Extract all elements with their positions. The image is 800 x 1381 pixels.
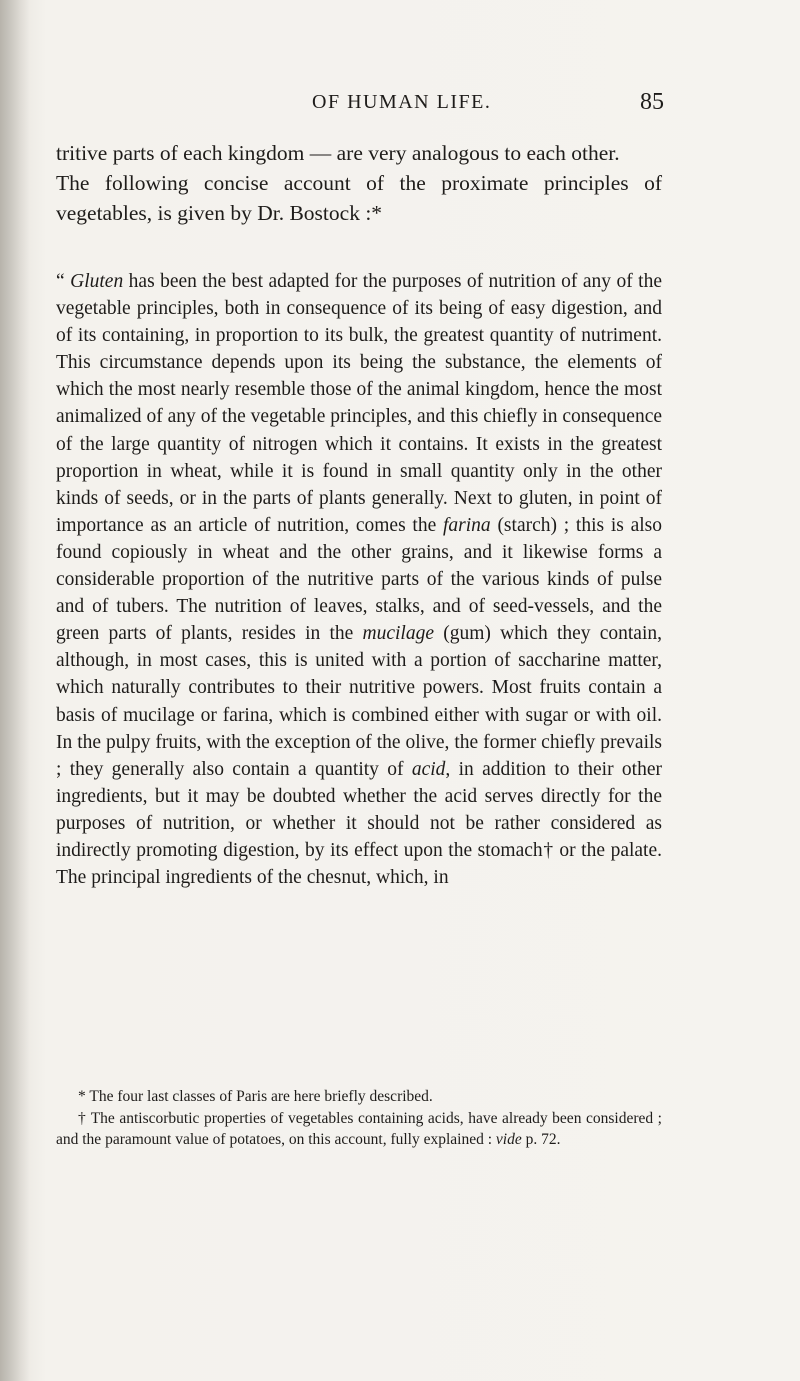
quote-part-1: has been the best adapted for the purposes of nutrition of any of the vegetable principles, both in consequence of its being of easy digestion, and of its containing, in proportion to its bulk, the greatest quantity of nutriment. This circumstance depends upon its being the substance, the elements of which the most nearly resemble those of the animal kingdom, hence the most animalized of any of the vegetable principles, and this chiefly in consequence of the large quantity of nitrogen which it contains. It exists in the greatest proportion in wheat, while it is found in small quantity only in the other kinds of seeds, or in the parts of plants generally. Next to gluten, in point of importance as an article of nutrition, comes the xyxy=(56,271,663,536)
term-mucilage: mucilage xyxy=(362,623,435,645)
quote-part-3: (gum) which they contain, although, in most cases, this is united with a portion of saccharine matter, which naturally contributes to their nutritive powers. Most fruits contain a basis of mucilage or farina, which is combined either with sugar or with oil. In the pulpy fruits, with the exception of the olive, the former chiefly prevails ; they generally also contain a quantity of xyxy=(56,623,663,780)
running-head: OF HUMAN LIFE. xyxy=(312,91,492,113)
intro-paragraph: The following concise account of the proximate principles of vegetables, is given by Dr. Bostock :* xyxy=(56,171,662,225)
page-header xyxy=(312,91,664,121)
footnotes xyxy=(56,1086,662,1151)
quote-part-2: (starch) ; this is also found copiously in wheat and the other grains, and it likewise forms a considerable proportion of the nutritive parts of the various kinds of pulse and of tubers. The nutrition of leaves, stalks, and of seed-vessels, and the green parts of plants, resides in the xyxy=(56,514,662,645)
intro-text xyxy=(56,138,662,228)
term-gluten: Gluten xyxy=(70,271,124,292)
continued-paragraph: tritive parts of each kingdom — are very analogous to each other. xyxy=(56,141,620,165)
quote-part-4: , in addition to their other ingredients, but it may be doubted whether the acid serves directly for the purposes of nutrition, or whether it should not be rather considered as indirectly promoting digestion, by its effect upon the stomach† or the palate. The principal ingredients of the chesnut, which, in xyxy=(56,758,662,889)
gutter-shadow xyxy=(0,0,30,1381)
open-quote: “ xyxy=(56,271,71,292)
term-farina: farina xyxy=(443,514,491,536)
footnote-2 xyxy=(56,1108,662,1151)
quote-paragraph xyxy=(56,268,662,891)
term-acid: acid xyxy=(411,758,446,780)
footnote-1: * The four last classes of Paris are here briefly described. xyxy=(78,1088,433,1105)
footnote-2-end: p. 72. xyxy=(521,1131,561,1148)
quoted-passage xyxy=(56,268,662,891)
page-number: 85 xyxy=(640,89,664,115)
footnote-2-vide: vide xyxy=(495,1131,522,1148)
footnote-2-text: † The antiscorbutic properties of vegetables containing acids, have already been considered ; and the paramount value of potatoes, on this account, fully explained : xyxy=(56,1109,662,1148)
